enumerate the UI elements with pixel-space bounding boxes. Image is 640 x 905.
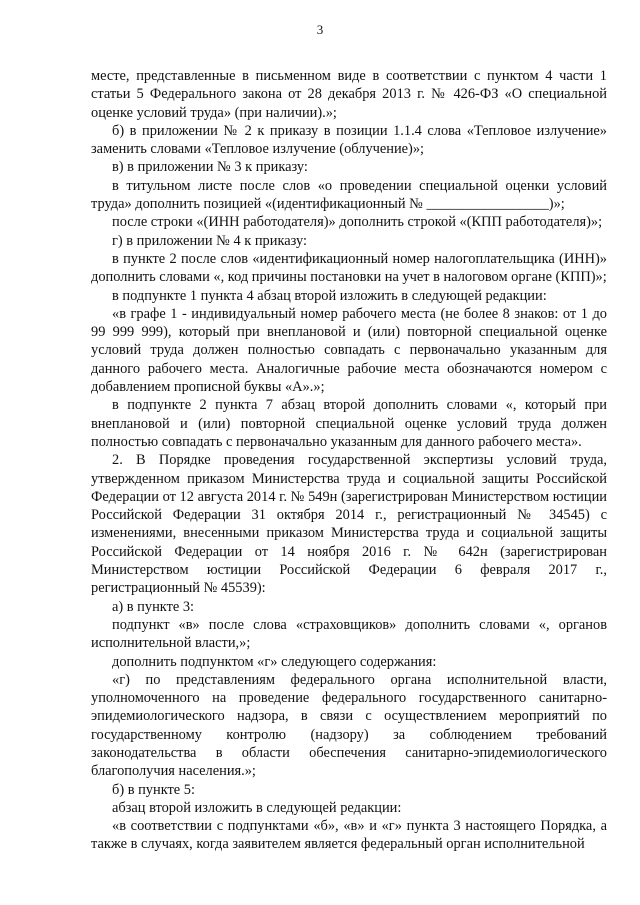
paragraph: в) в приложении № 3 к приказу: — [112, 159, 308, 176]
paragraph: «г) по представлениям федерального органа исполнительной власти, уполномоченного на проведение федерального государственного санитарно-эпидемиологического надзора, в связи с осуществлением мероприятий по государственному контролю (надзору) за соблюдением требований законодательства в области обеспечения санитарно-эпидемиологического благополучия населения.»; — [91, 671, 607, 780]
paragraph: 2. В Порядке проведения государственной экспертизы условий труда, утвержденном приказом Министерства труда и социальной защиты Российской Федерации от 12 августа 2014 г. № 549н (зарегистрирован Министерством юстиции Российской Федерации 31 октября 2014 г., регистрационный № 34545) с изменениями, внесенными приказом Министерства труда и социальной защиты Российской Федерации от 14 ноября 2016 г. № 642н (зарегистрирован Министерством юстиции Российской Федерации 6 февраля 2017 г., регистрационный № 45539): — [91, 452, 607, 597]
paragraph: после строки «(ИНН работодателя)» дополнить строкой «(КПП работодателя)»; — [112, 214, 603, 231]
page-number: 3 — [316, 22, 324, 37]
paragraph: в титульном листе после слов «о проведении специальной оценки условий труда» дополнить позицией «(идентификационный № _________________)»; — [91, 177, 607, 213]
paragraph: абзац второй изложить в следующей редакции: — [112, 799, 402, 816]
paragraph: б) в пункте 5: — [112, 781, 195, 798]
paragraph: в подпункте 2 пункта 7 абзац второй дополнить словами «, который при внеплановой и (или) повторной специальной оценке условий труда должен полностью совпадать с первоначально указанным для данного рабочего места». — [91, 397, 607, 450]
paragraph: «в графе 1 - индивидуальный номер рабочего места (не более 8 знаков: от 1 до 99 999 999), который при внеплановой и (или) повторной специальной оценке условий труда должен полностью совпадать с первоначально указанным для данного рабочего места. Аналогичные рабочие места обозначаются номером с добавлением прописной буквы «А».»; — [91, 305, 607, 396]
paragraph: в пункте 2 после слов «идентификационный номер налогоплательщика (ИНН)» дополнить словами «, код причины постановки на учет в налоговом органе (КПП)»; — [91, 250, 607, 286]
paragraph: дополнить подпунктом «г» следующего содержания: — [112, 653, 437, 670]
paragraph: «в соответствии с подпунктами «б», «в» и «г» пункта 3 настоящего Порядка, а также в случаях, когда заявителем является федеральный орган исполнительной — [91, 818, 607, 853]
document-body — [91, 67, 607, 854]
paragraph: в подпункте 1 пункта 4 абзац второй изложить в следующей редакции: — [112, 287, 547, 304]
paragraph: месте, представленные в письменном виде в соответствии с пунктом 4 части 1 статьи 5 Федерального закона от 28 декабря 2013 г. № 426-ФЗ «О специальной оценке условий труда» (при наличии).»; — [91, 68, 607, 121]
paragraph: а) в пункте 3: — [112, 598, 195, 615]
paragraph: б) в приложении № 2 к приказу в позиции 1.1.4 слова «Тепловое излучение» заменить словами «Тепловое излучение (облучение)»; — [91, 122, 607, 158]
paragraph: г) в приложении № 4 к приказу: — [112, 232, 307, 249]
paragraph: подпункт «в» после слова «страховщиков» дополнить словами «, органов исполнительной власти,»; — [91, 616, 607, 652]
